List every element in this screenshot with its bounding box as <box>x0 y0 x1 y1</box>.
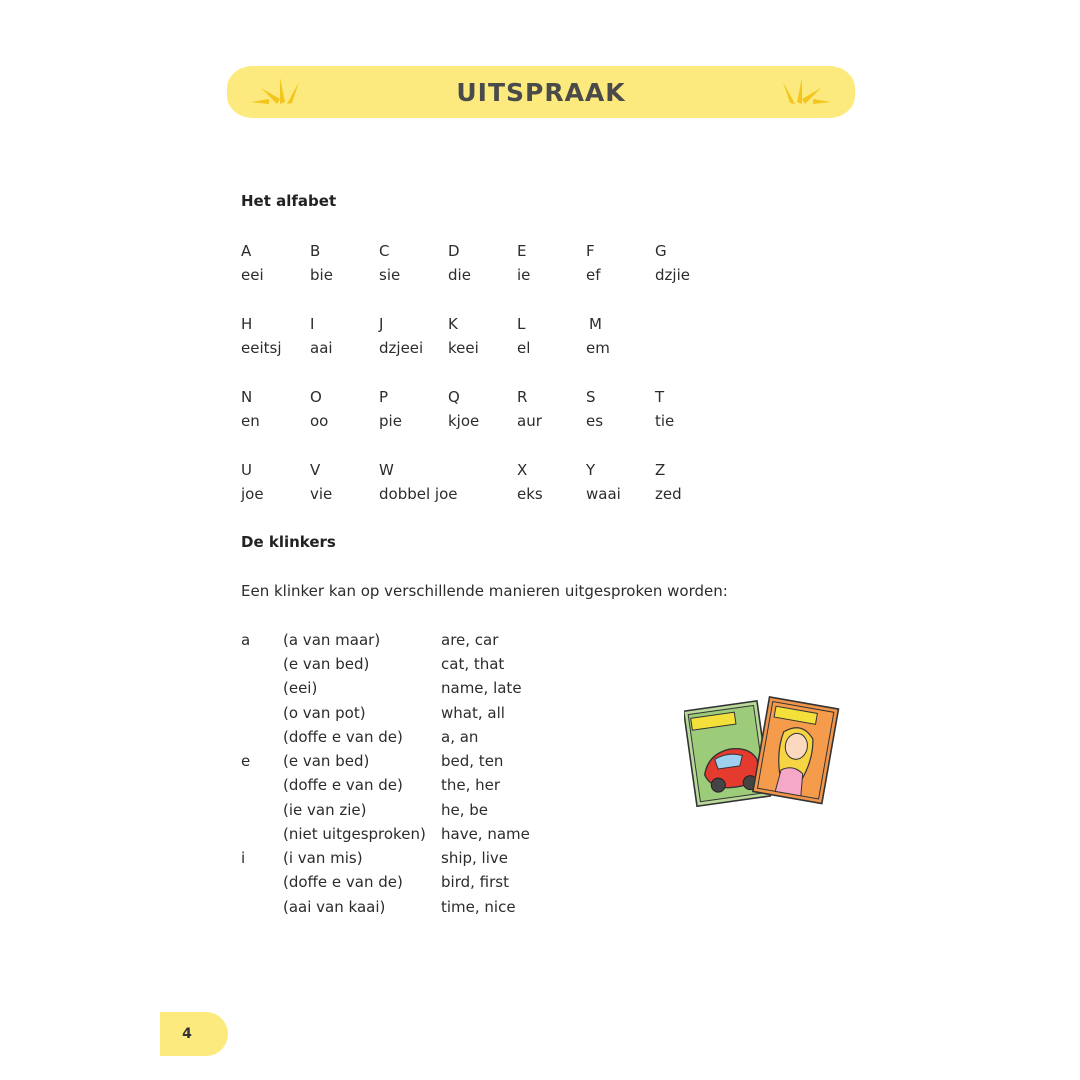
vowel-examples: have, name <box>441 825 530 843</box>
vowel-examples: he, be <box>441 801 489 819</box>
alphabet-letter: I <box>310 315 315 333</box>
sparkle-left-icon <box>247 74 307 110</box>
alphabet-sound: tie <box>655 412 675 430</box>
alphabet-sound: eeitsj <box>241 339 282 357</box>
alphabet-letter: L <box>517 315 526 333</box>
alphabet-sound: aur <box>517 412 542 430</box>
vowel-sound: (ie van zie) <box>283 801 367 819</box>
alphabet-sound: ie <box>517 266 531 284</box>
alphabet-sound: keei <box>448 339 479 357</box>
alphabet-sound: vie <box>310 485 333 503</box>
alphabet-sound: oo <box>310 412 329 430</box>
alphabet-sound: pie <box>379 412 402 430</box>
alphabet-letter: E <box>517 242 527 260</box>
vowel-sound: (doffe e van de) <box>283 776 403 794</box>
orange-magazine-icon <box>753 697 839 804</box>
alphabet-letter: J <box>379 315 384 333</box>
alphabet-letter: F <box>586 242 595 260</box>
alphabet-letter: G <box>655 242 667 260</box>
vowel-sound: (doffe e van de) <box>283 728 403 746</box>
vowels-intro: Een klinker kan op verschillende manieren uitgesproken worden: <box>241 582 728 600</box>
alphabet-sound: em <box>586 339 610 357</box>
vowel-examples: the, her <box>441 776 501 794</box>
alphabet-sound: eks <box>517 485 543 503</box>
alphabet-sound: el <box>517 339 531 357</box>
page-number-tab <box>160 1012 228 1056</box>
alphabet-sound: dzjie <box>655 266 690 284</box>
vowel-examples: name, late <box>441 679 522 697</box>
alphabet-sound: ef <box>586 266 601 284</box>
alphabet-letter: D <box>448 242 460 260</box>
alphabet-letter: V <box>310 461 321 479</box>
alphabet-letter: M <box>589 315 602 333</box>
vowel-sound: (aai van kaai) <box>283 898 386 916</box>
alphabet-sound: zed <box>655 485 682 503</box>
vowel-examples: a, an <box>441 728 479 746</box>
magazines-illustration <box>684 694 840 812</box>
alphabet-sound: es <box>586 412 604 430</box>
alphabet-sound: en <box>241 412 260 430</box>
alphabet-letter: X <box>517 461 528 479</box>
vowel-letter: e <box>241 752 251 770</box>
alphabet-letter: O <box>310 388 322 406</box>
alphabet-letter: K <box>448 315 458 333</box>
alphabet-letter: S <box>586 388 596 406</box>
page-title: UITSPRAAK <box>456 77 626 107</box>
vowel-sound: (eei) <box>283 679 318 697</box>
vowel-sound: (doffe e van de) <box>283 873 403 891</box>
vowel-examples: cat, that <box>441 655 505 673</box>
alphabet-letter: Y <box>586 461 596 479</box>
alphabet-letter: R <box>517 388 528 406</box>
vowel-examples: what, all <box>441 704 505 722</box>
vowel-sound: (a van maar) <box>283 631 381 649</box>
alphabet-letter: H <box>241 315 253 333</box>
vowel-letter: a <box>241 631 251 649</box>
vowel-sound: (niet uitgesproken) <box>283 825 426 843</box>
alphabet-letter: W <box>379 461 394 479</box>
alphabet-sound: aai <box>310 339 333 357</box>
alphabet-letter: A <box>241 242 252 260</box>
sparkle-right-icon <box>775 74 835 110</box>
alphabet-heading: Het alfabet <box>241 192 337 210</box>
vowel-examples: time, nice <box>441 898 516 916</box>
alphabet-sound: bie <box>310 266 333 284</box>
alphabet-letter: C <box>379 242 390 260</box>
vowel-sound: (i van mis) <box>283 849 363 867</box>
alphabet-letter: N <box>241 388 253 406</box>
alphabet-sound: waai <box>586 485 621 503</box>
vowel-examples: ship, live <box>441 849 508 867</box>
vowel-sound: (e van bed) <box>283 752 370 770</box>
alphabet-letter: P <box>379 388 389 406</box>
alphabet-sound: eei <box>241 266 264 284</box>
page-number: 4 <box>182 1026 192 1042</box>
vowels-heading: De klinkers <box>241 533 336 551</box>
title-banner <box>227 66 855 118</box>
vowel-sound: (o van pot) <box>283 704 366 722</box>
alphabet-sound: kjoe <box>448 412 480 430</box>
vowel-letter: i <box>241 849 246 867</box>
vowel-examples: are, car <box>441 631 499 649</box>
alphabet-letter: Z <box>655 461 666 479</box>
alphabet-sound: dobbel joe <box>379 485 458 503</box>
alphabet-sound: die <box>448 266 471 284</box>
vowel-sound: (e van bed) <box>283 655 370 673</box>
alphabet-letter: B <box>310 242 321 260</box>
alphabet-sound: sie <box>379 266 401 284</box>
alphabet-letter: T <box>655 388 665 406</box>
alphabet-letter: Q <box>448 388 460 406</box>
vowel-examples: bird, first <box>441 873 509 891</box>
alphabet-sound: joe <box>241 485 264 503</box>
alphabet-sound: dzjeei <box>379 339 424 357</box>
vowel-examples: bed, ten <box>441 752 504 770</box>
alphabet-letter: U <box>241 461 252 479</box>
